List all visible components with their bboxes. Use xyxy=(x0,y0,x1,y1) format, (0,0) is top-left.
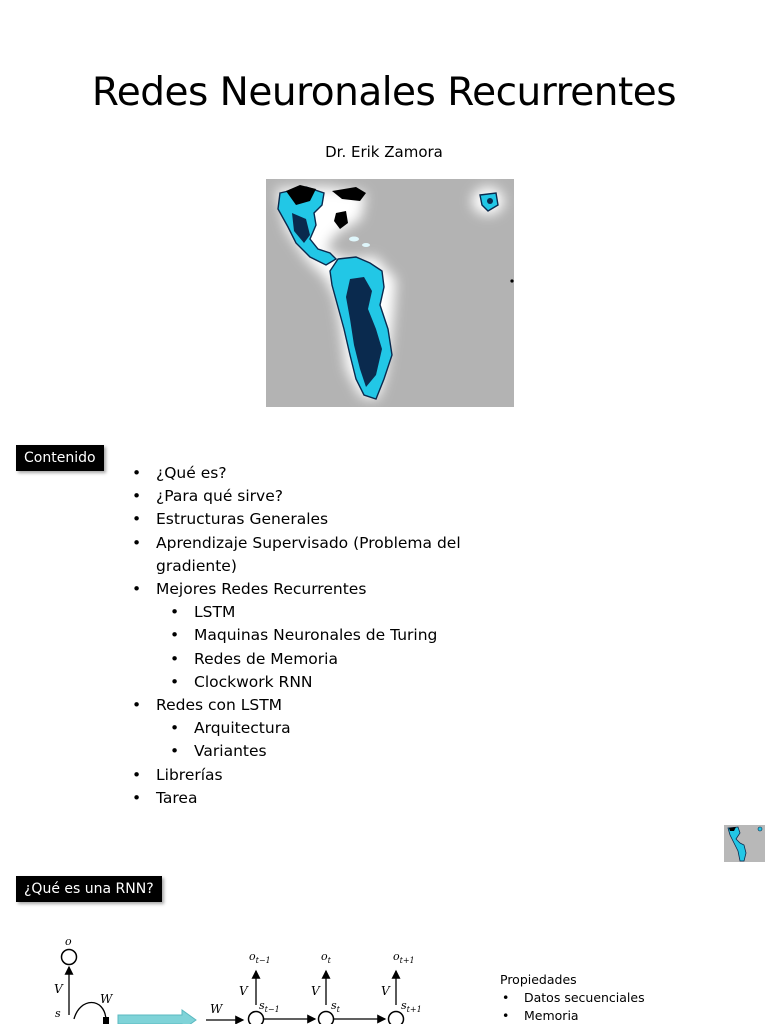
property-item: • Datos secuenciales xyxy=(500,989,645,1007)
author-name: Dr. Erik Zamora xyxy=(325,143,443,161)
svg-text:ot xyxy=(321,950,332,965)
output-sub: t−1 xyxy=(255,956,271,965)
state-node xyxy=(389,1012,404,1025)
toc-item: • Tarea xyxy=(132,787,524,810)
americas-map-image xyxy=(266,179,514,407)
toc-item: • Aprendizaje Supervisado (Problema del gradiente) xyxy=(132,532,524,578)
state-sub: t+1 xyxy=(406,1005,422,1014)
output-label: o xyxy=(393,950,400,963)
state-node xyxy=(319,1012,334,1025)
state-label: s xyxy=(259,999,265,1012)
map-thumbnail xyxy=(724,825,765,862)
folded-output-label: o xyxy=(65,935,72,948)
properties-list xyxy=(500,971,645,1025)
svg-text:ot+1 xyxy=(393,950,415,965)
toc-subitem: • LSTM xyxy=(170,601,524,624)
toc-subitem: • Arquitectura xyxy=(170,717,524,740)
output-label: o xyxy=(321,950,328,963)
state-label: s xyxy=(401,999,407,1012)
output-sub: t+1 xyxy=(399,956,415,965)
toc-item: • Redes con LSTM xyxy=(132,694,524,717)
folded-state-label: s xyxy=(55,1007,61,1020)
page-title: Redes Neuronales Recurrentes xyxy=(91,70,677,115)
folded-w-label: W xyxy=(100,992,113,1006)
properties-heading: Propiedades xyxy=(500,972,577,987)
toc-item: • Estructuras Generales xyxy=(132,508,524,531)
output-sub: t xyxy=(327,956,331,965)
folded-output-node xyxy=(62,950,77,965)
svg-text:st−1 xyxy=(259,999,280,1014)
toc-subitem: • Redes de Memoria xyxy=(170,648,524,671)
output-label: o xyxy=(249,950,256,963)
state-node xyxy=(249,1012,264,1025)
svg-text:st+1 xyxy=(401,999,422,1014)
toc-item: • ¿Qué es? xyxy=(132,462,524,485)
toc-item: • Mejores Redes Recurrentes xyxy=(132,578,524,601)
rnn-section-label: ¿Qué es una RNN? xyxy=(16,876,162,902)
toc-subitem: • Clockwork RNN xyxy=(170,671,524,694)
toc-item: • ¿Para qué sirve? xyxy=(132,485,524,508)
property-item: • Memoria xyxy=(500,1007,645,1025)
svg-text:ot−1 xyxy=(249,950,271,965)
contenido-label: Contenido xyxy=(16,445,104,471)
state-sub: t xyxy=(336,1005,340,1014)
state-sub: t−1 xyxy=(264,1005,280,1014)
state-label: s xyxy=(331,999,337,1012)
toc-subitem: • Variantes xyxy=(170,740,524,763)
svg-text:st xyxy=(331,999,341,1014)
folded-v-label: V xyxy=(54,982,63,996)
unfolded-w-label: W xyxy=(210,1002,223,1016)
v-label: V xyxy=(381,984,390,998)
v-label: V xyxy=(311,984,320,998)
toc-item: • Librerías xyxy=(132,764,524,787)
toc-subitem: • Maquinas Neuronales de Turing xyxy=(170,624,524,647)
table-of-contents xyxy=(132,462,524,810)
rnn-unfold-diagram xyxy=(40,935,440,1024)
v-label: V xyxy=(239,984,248,998)
